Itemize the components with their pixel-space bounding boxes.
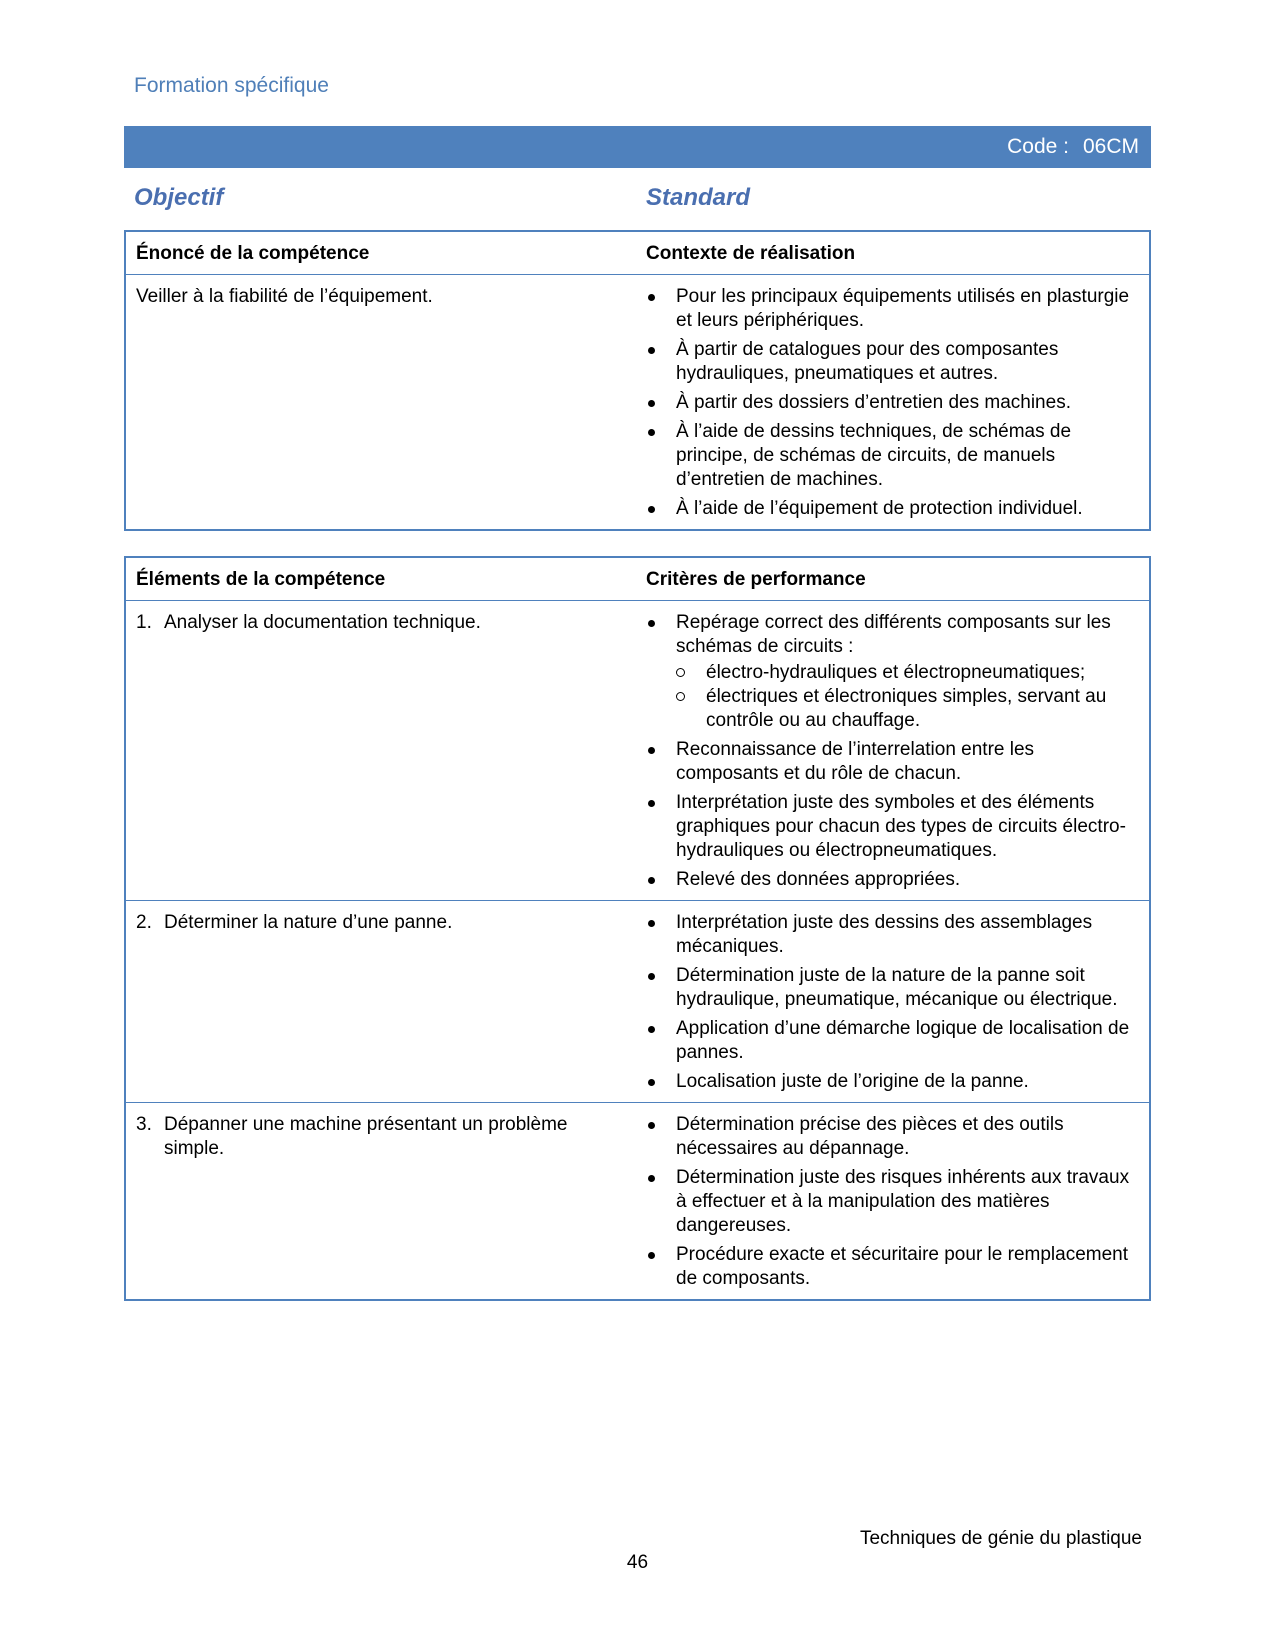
criteria-item: Application d’une démarche logique de localisation de pannes. [646,1017,1135,1065]
table-row [125,901,1150,1103]
element-number: 1. [136,612,152,633]
standard-heading: Standard [646,184,751,211]
document-header-title: Formation spécifique [134,74,329,97]
criteria-list [646,911,1135,1094]
code-label: Code : [1007,135,1069,158]
context-item: À partir des dossiers d’entretien des machines. [646,391,1135,415]
elements-table [124,556,1151,1301]
criteria-item: Interprétation juste des dessins des assemblages mécaniques. [646,911,1135,959]
criteria-item: Détermination juste de la nature de la panne soit hydraulique, pneumatique, mécanique ou électrique. [646,964,1135,1012]
code-value: 06CM [1082,135,1139,158]
elements-header: Éléments de la compétence [125,557,636,601]
competence-table [124,230,1151,531]
criteria-item: Détermination juste des risques inhérents aux travaux à effectuer et à la manipulation des matières dangereuses. [646,1166,1135,1238]
context-item: Pour les principaux équipements utilisés en plasturgie et leurs périphériques. [646,285,1135,333]
sub-criteria-item: électriques et électroniques simples, servant au contrôle ou au chauffage. [676,685,1135,733]
criteria-item: Reconnaissance de l’interrelation entre les composants et du rôle de chacun. [646,738,1135,786]
element-text: Déterminer la nature d’une panne. [164,912,453,933]
table-row [125,1103,1150,1301]
element-text: Dépanner une machine présentant un problème simple. [164,1114,568,1159]
element-item [136,611,622,635]
criteria-header: Critères de performance [636,557,1150,601]
context-item: À l’aide de l’équipement de protection individuel. [646,497,1135,521]
sub-criteria-item: électro-hydrauliques et électropneumatiques; [676,661,1135,685]
criteria-item: Interprétation juste des symboles et des éléments graphiques pour chacun des types de circuits électro-hydrauliques ou électropneumatiques. [646,791,1135,863]
element-number: 2. [136,912,152,933]
table-row [125,601,1150,901]
criteria-list [646,1113,1135,1291]
objectif-heading: Objectif [134,184,224,211]
element-item [136,1113,622,1161]
context-list-cell [636,275,1150,531]
criteria-item: Repérage correct des différents composants sur les schémas de circuits : électro-hydrauliques et électropneumatiques; électriques et électroniques simples, servant au contrôle ou au chauffage. [646,611,1135,733]
sub-criteria-list [676,661,1135,733]
context-header: Contexte de réalisation [636,231,1150,275]
context-item: À partir de catalogues pour des composantes hydrauliques, pneumatiques et autres. [646,338,1135,386]
context-list [646,285,1135,521]
footer-program-name: Techniques de génie du plastique [859,1528,1142,1549]
criteria-list [646,611,1135,892]
criteria-item: Détermination précise des pièces et des outils nécessaires au dépannage. [646,1113,1135,1161]
criteria-item: Localisation juste de l’origine de la panne. [646,1070,1135,1094]
criteria-item: Procédure exacte et sécuritaire pour le remplacement de composants. [646,1243,1135,1291]
context-item: À l’aide de dessins techniques, de schémas de principe, de schémas de circuits, de manuels d’entretien de machines. [646,420,1135,492]
code-bar [124,126,1151,168]
element-text: Analyser la documentation technique. [164,612,481,633]
page-number: 46 [626,1552,649,1573]
competence-statement: Veiller à la fiabilité de l’équipement. [136,286,433,307]
element-item [136,911,622,935]
element-number: 3. [136,1114,152,1135]
competence-statement-header: Énoncé de la compétence [125,231,636,275]
criteria-item: Relevé des données appropriées. [646,868,1135,892]
